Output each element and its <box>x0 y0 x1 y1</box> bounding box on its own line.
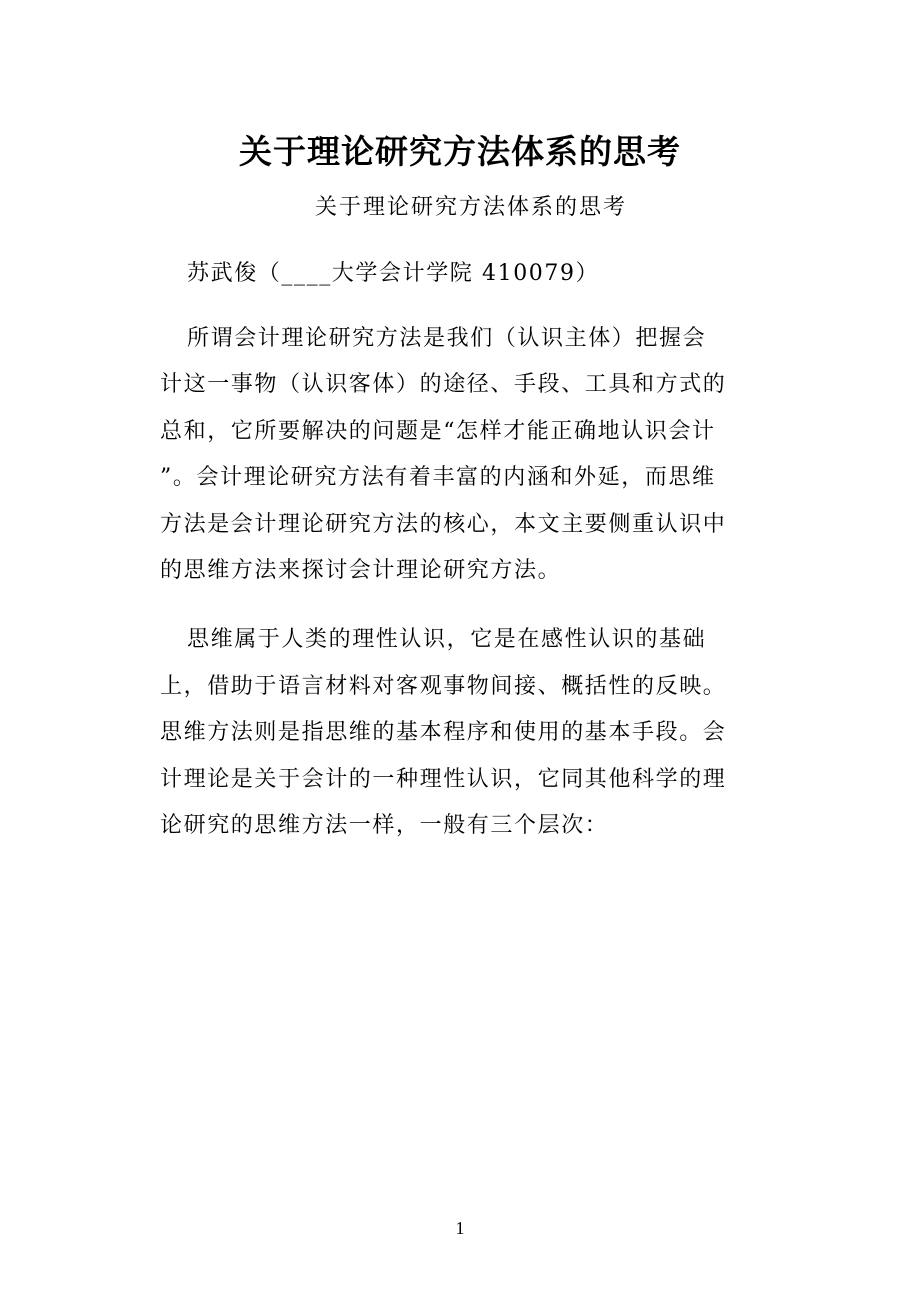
paragraph-line: 论研究的思维方法一样，一般有三个层次： <box>160 813 609 838</box>
page-number: 1 <box>455 1218 465 1238</box>
author-line: 苏武俊（____大学会计学院 410079） <box>187 261 600 286</box>
paragraph-line: 计理论是关于会计的一种理性认识，它同其他科学的理 <box>160 767 727 792</box>
paragraph-line: 的思维方法来探讨会计理论研究方法。 <box>160 558 562 583</box>
document-subtitle: 关于理论研究方法体系的思考 <box>315 195 628 220</box>
paragraph-line: 所谓会计理论研究方法是我们（认识主体）把握会 <box>187 326 707 351</box>
document-title: 关于理论研究方法体系的思考 <box>239 132 681 171</box>
paragraph-line: 计这一事物（认识客体）的途径、手段、工具和方式的 <box>160 372 727 397</box>
paragraph-line: 思维方法则是指思维的基本程序和使用的基本手段。会 <box>160 720 727 745</box>
paragraph-line: 上，借助于语言材料对客观事物间接、概括性的反映。 <box>160 674 727 699</box>
paragraph-line: 总和，它所要解决的问题是“怎样才能正确地认识会计 <box>160 419 716 444</box>
paragraph-line: 方法是会计理论研究方法的核心，本文主要侧重认识中 <box>160 512 727 537</box>
paragraph-line: ”。会计理论研究方法有着丰富的内涵和外延，而思维 <box>160 465 716 490</box>
paragraph-line: 思维属于人类的理性认识，它是在感性认识的基础 <box>187 627 707 652</box>
